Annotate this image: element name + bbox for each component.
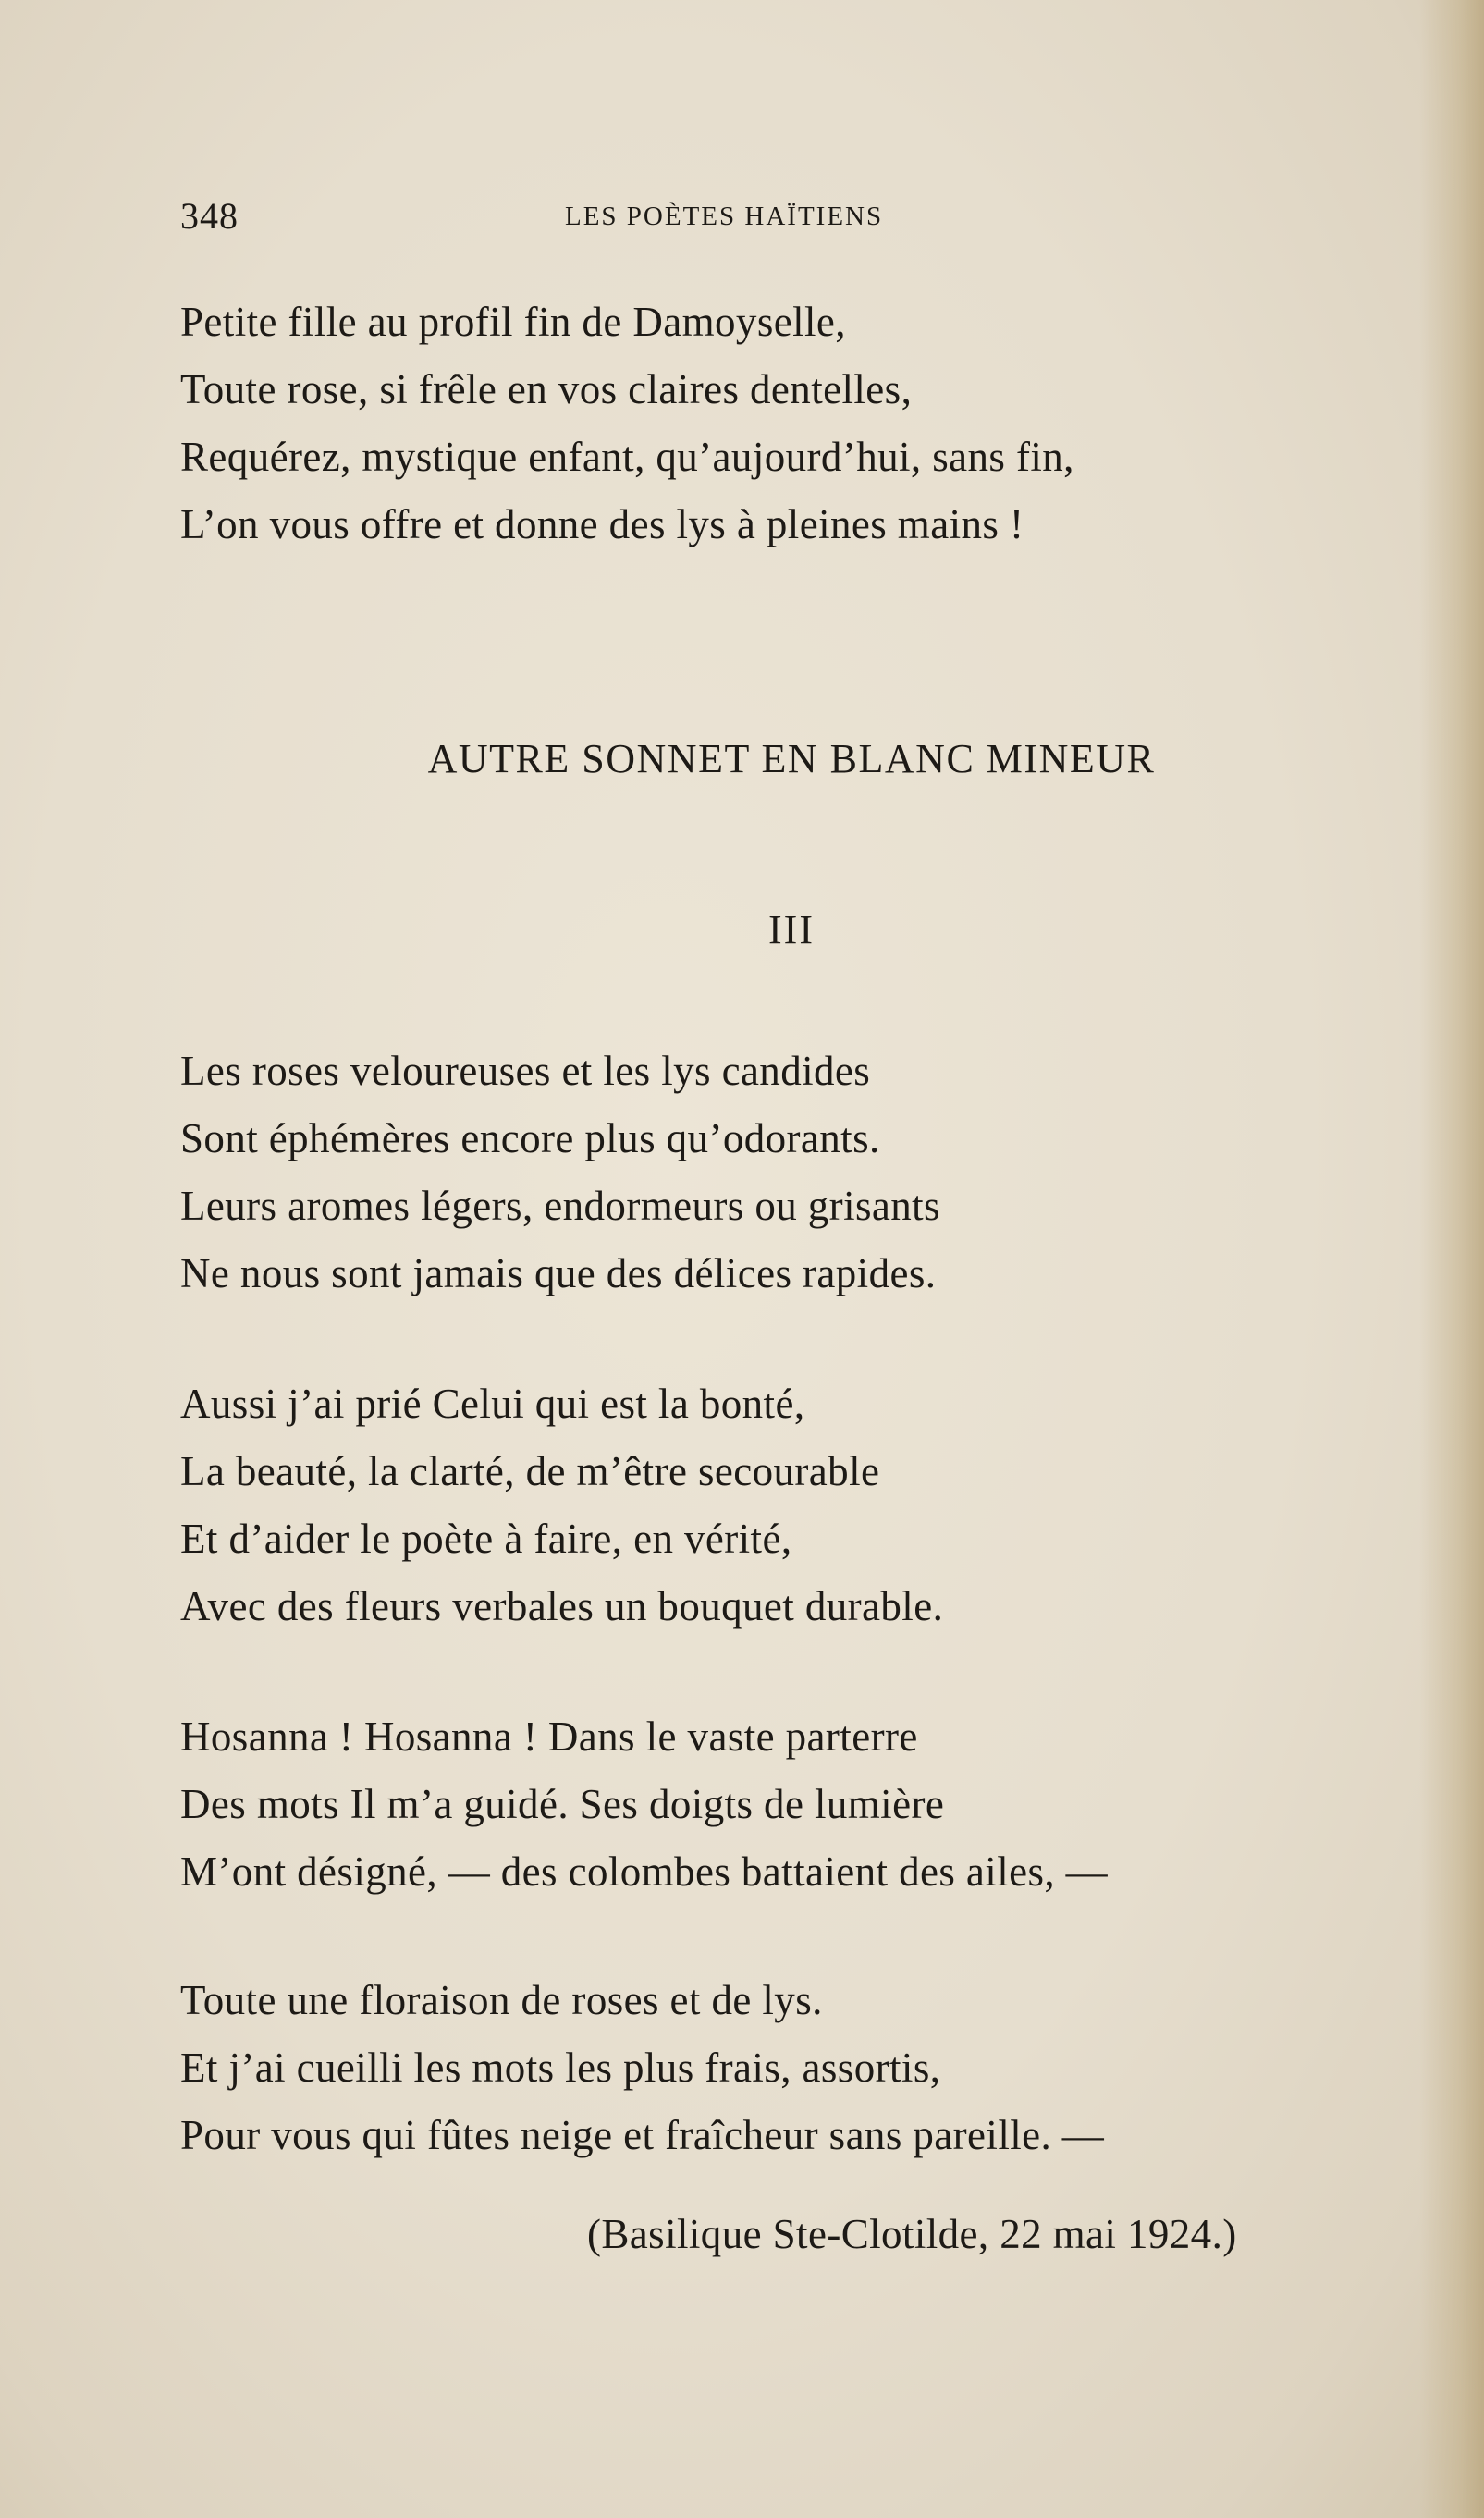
verse-line: Toute rose, si frêle en vos claires dentelles, bbox=[180, 366, 913, 412]
verse-line: Requérez, mystique enfant, qu’aujourd’hui, sans fin, bbox=[180, 434, 1074, 480]
poem-title: AUTRE SONNET EN BLANC MINEUR bbox=[427, 736, 1156, 781]
page-number: 348 bbox=[180, 195, 239, 237]
verse-line: Avec des fleurs verbales un bouquet durable. bbox=[180, 1583, 944, 1629]
verse-line: Toute une floraison de roses et de lys. bbox=[180, 1977, 823, 2023]
verse-line: Aussi j’ai prié Celui qui est la bonté, bbox=[180, 1381, 805, 1427]
verse-line: Et j’ai cueilli les mots les plus frais, assortis, bbox=[180, 2045, 941, 2091]
verse-line: L’on vous offre et donne des lys à pleines mains ! bbox=[180, 501, 1024, 547]
verse-line: Pour vous qui fûtes neige et fraîcheur sans pareille. — bbox=[180, 2112, 1105, 2158]
verse-line: La beauté, la clarté, de m’être secourable bbox=[180, 1448, 880, 1494]
verse-line: Petite fille au profil fin de Damoyselle, bbox=[180, 299, 846, 345]
poem-signature: (Basilique Ste-Clotilde, 22 mai 1924.) bbox=[587, 2211, 1237, 2257]
book-title: LES POÈTES HAÏTIENS bbox=[565, 202, 884, 231]
verse-line: Ne nous sont jamais que des délices rapides. bbox=[180, 1250, 937, 1296]
verse-line: M’ont désigné, — des colombes battaient des ailes, — bbox=[180, 1849, 1109, 1895]
running-head bbox=[180, 194, 1364, 250]
verse-line: Hosanna ! Hosanna ! Dans le vaste parterre bbox=[180, 1713, 918, 1760]
poem-numeral: III bbox=[768, 907, 815, 952]
verse-line: Leurs aromes légers, endormeurs ou grisants bbox=[180, 1183, 940, 1229]
verse-line: Les roses veloureuses et les lys candides bbox=[180, 1048, 871, 1094]
page-edge-shading bbox=[1419, 0, 1484, 2518]
verse-line: Des mots Il m’a guidé. Ses doigts de lumière bbox=[180, 1781, 945, 1827]
verse-line: Sont éphémères encore plus qu’odorants. bbox=[180, 1115, 880, 1161]
verse-line: Et d’aider le poète à faire, en vérité, bbox=[180, 1516, 792, 1562]
